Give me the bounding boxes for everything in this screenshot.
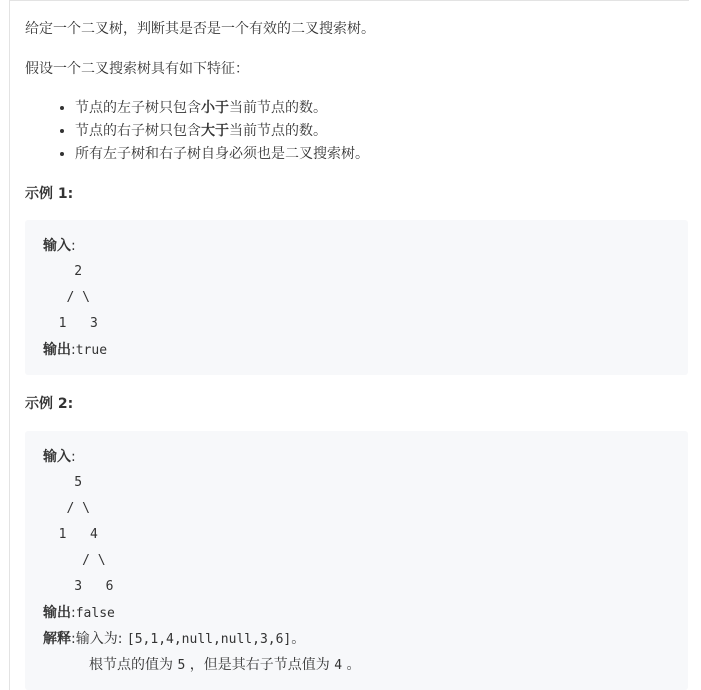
rule-text: 所有左子树和右子树自身必须也是二叉搜索树。 [75, 146, 369, 162]
top-divider [9, 0, 689, 1]
tree-line: 2 [43, 264, 83, 279]
tree-line: / \ [43, 501, 90, 516]
output-label: 输出 [43, 342, 71, 358]
output-line [43, 600, 670, 626]
input-label: 输入 [43, 449, 71, 465]
tree-line: 1 3 [43, 316, 98, 331]
output-value: false [75, 606, 115, 621]
explanation-line-2 [43, 652, 670, 678]
problem-intro: 给定一个二叉树，判断其是否是一个有效的二叉搜索树。 [25, 21, 375, 37]
colon: : [71, 631, 76, 647]
input-label: 输入 [43, 238, 71, 254]
explanation-value: 4 [334, 658, 343, 673]
explanation-text: 。 [342, 657, 361, 673]
example-1-code-block [25, 220, 688, 375]
rule-right-subtree [75, 120, 369, 143]
input-line [43, 233, 670, 259]
explanation-end: 。 [291, 631, 306, 647]
tree-line: 3 6 [43, 579, 114, 594]
rule-recursive [75, 143, 369, 166]
tree-line: 5 [43, 475, 83, 490]
colon: : [71, 605, 76, 621]
rule-text: 当前节点的数。 [229, 100, 327, 116]
colon: : [71, 342, 76, 358]
output-value: true [75, 343, 108, 358]
rule-text: 节点的右子树只包含 [75, 123, 201, 139]
rules-list [25, 97, 369, 166]
explanation-label: 解释 [43, 631, 71, 647]
assumption-text: 假设一个二叉搜索树具有如下特征： [25, 61, 249, 77]
example-1-title: 示例 1: [25, 186, 74, 202]
output-line [43, 337, 670, 363]
explanation-line [43, 626, 670, 652]
output-label: 输出 [43, 605, 71, 621]
colon: : [71, 449, 76, 465]
colon: : [71, 238, 76, 254]
rule-emphasis: 大于 [201, 123, 229, 139]
explanation-text: 根节点的值为 [89, 657, 178, 673]
explanation-text: 输入为: [75, 631, 127, 647]
rule-text: 节点的左子树只包含 [75, 100, 201, 116]
input-line [43, 444, 670, 470]
rule-emphasis: 小于 [201, 100, 229, 116]
rule-text: 当前节点的数。 [229, 123, 327, 139]
example-2-title: 示例 2: [25, 396, 74, 412]
tree-line: 1 4 [43, 527, 98, 542]
rule-left-subtree [75, 97, 369, 120]
tree-line: / \ [43, 290, 90, 305]
explanation-array: [5,1,4,null,null,3,6] [126, 632, 292, 647]
explanation-text: ，但是其右子节点值为 [185, 657, 335, 673]
example-2-code-block [25, 431, 688, 690]
tree-line: / \ [43, 553, 106, 568]
explanation-value: 5 [177, 658, 186, 673]
